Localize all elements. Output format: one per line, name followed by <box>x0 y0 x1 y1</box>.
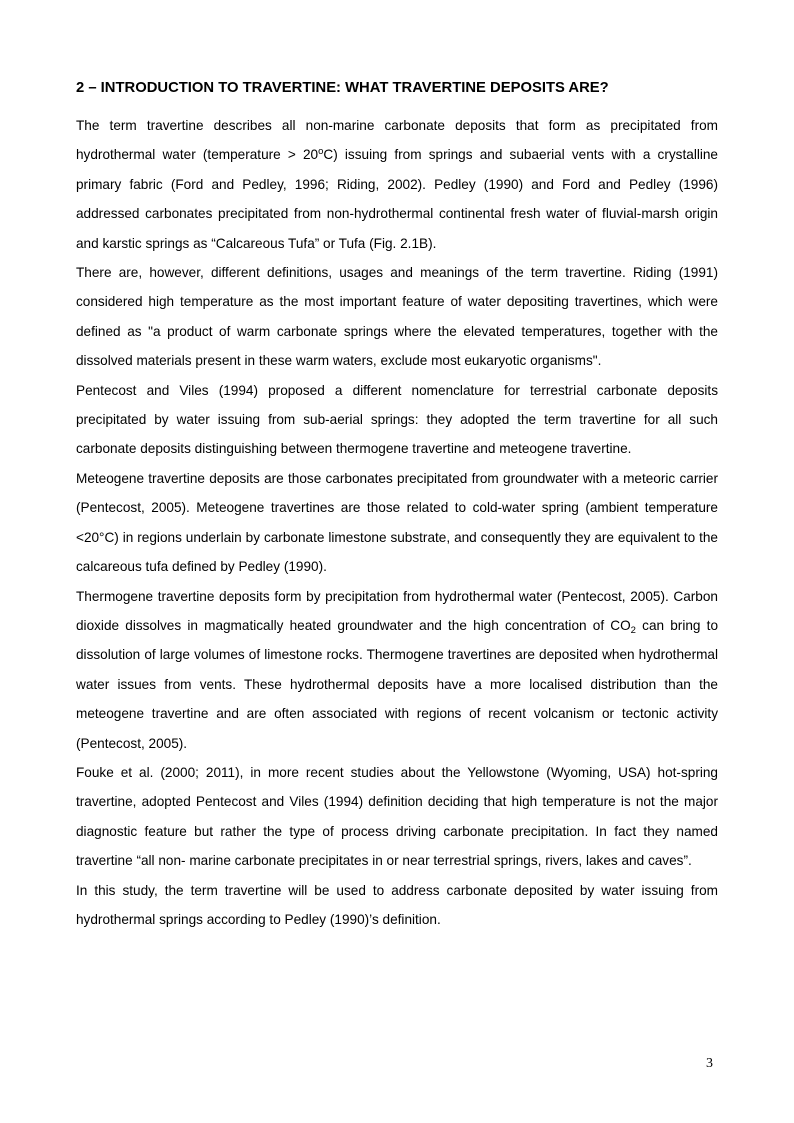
paragraph-meteogene: Meteogene travertine deposits are those carbonates precipitated from groundwater with a meteoric carrier (Pentecost, 2005). Meteogene travertines are those related to cold-water spring (ambient temperature <20°C) in regions underlain by carbonate limestone substrate, and consequently they are equivalent to the calcareous tufa defined by Pedley (1990). <box>76 470 718 575</box>
paragraph-this-study: In this study, the term travertine will be used to address carbonate deposited by water issuing from hydrothermal springs according to Pedley (1990)’s definition. <box>76 882 718 927</box>
paragraph-thermogene: Thermogene travertine deposits form by precipitation from hydrothermal water (Pentecost, 2005). Carbon dioxide dissolves in magmatically heated groundwater and the high concentration of $CO_2$ can bring to dissolution of large volumes of limestone rocks. Thermogene travertines are deposited when hydrothermal water issues from vents. These hydrothermal deposits have a more localised distribution than the meteogene travertine and are often associated with regions of recent volcanism or tectonic activity (Pentecost, 2005). <box>76 588 718 751</box>
paragraph-pentecost-viles: Pentecost and Viles (1994) proposed a different nomenclature for terrestrial carbonate deposits precipitated by water issuing from sub-aerial springs: they adopted the term travertine for all such carbonate deposits distinguishing between thermogene travertine and meteogene travertine. <box>76 382 718 457</box>
page-content <box>76 75 718 934</box>
degree-superscript: o <box>318 146 324 158</box>
paragraph-riding: There are, however, different definitions, usages and meanings of the term travertine. Riding (1991) considered high temperature as the most important feature of water depositing travertines, which were defined as "a product of warm carbonate springs where the elevated temperatures, together with the dissolved materials present in these warm waters, exclude most eukaryotic organisms". <box>76 265 718 369</box>
paragraph-fouke: Fouke et al. (2000; 2011), in more recent studies about the Yellowstone (Wyoming, USA) hot-spring travertine, adopted Pentecost and Viles (1994) definition deciding that high temperature is not the major diagnostic feature but rather the type of process driving carbonate precipitation. In fact they named travertine “all non- marine carbonate precipitates in or near terrestrial springs, rivers, lakes and caves”. <box>76 764 718 869</box>
section-heading: 2 – INTRODUCTION TO TRAVERTINE: WHAT TRAVERTINE DEPOSITS ARE? <box>76 80 609 96</box>
paragraph-definition: The term travertine describes all non-marine carbonate deposits that form as precipitated from hydrothermal water (temperature > $20^oC$) issuing from springs and subaerial vents with a crystalline primary fabric (Ford and Pedley, 1996; Riding, 2002). Pedley (1990) and Ford and Pedley (1996) addressed carbonates precipitated from non-hydrothermal continental fresh water of fluvial-marsh origin and karstic springs as “Calcareous Tufa” or Tufa (Fig. 2.1B). <box>76 118 718 251</box>
page-number: 3 <box>706 1056 713 1071</box>
co2-subscript: 2 <box>630 624 636 636</box>
